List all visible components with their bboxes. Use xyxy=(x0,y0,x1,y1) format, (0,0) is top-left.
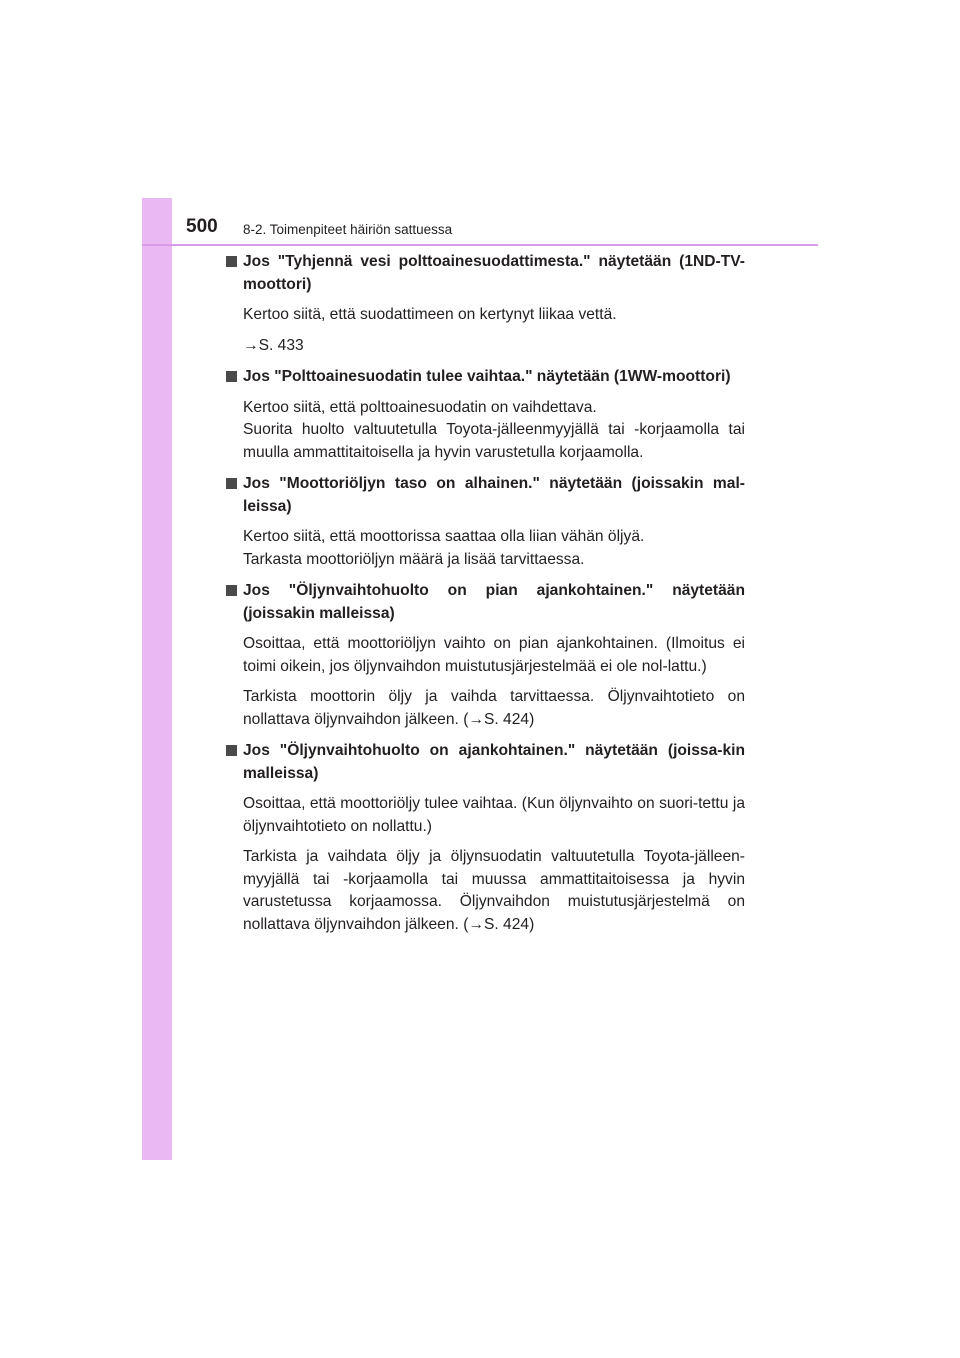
square-bullet-icon xyxy=(226,256,237,267)
manual-content xyxy=(226,251,745,936)
item-description: Osoittaa, että moottoriöljyn vaihto on pian ajankohtainen. (Ilmoitus ei toimi oikein, jos öljynvaihdon muistutusjärjestelmää ei ole nol-lattu.) xyxy=(243,635,745,675)
warning-item-oil-change-soon xyxy=(226,580,745,731)
item-instruction: Tarkista moottorin öljy ja vaihda tarvittaessa. Öljynvaihtotieto on nollattava öljynvaihdon jälkeen. (→S. 424) xyxy=(243,688,745,728)
item-heading: Jos "Polttoainesuodatin tulee vaihtaa." näytetään (1WW-moottori) xyxy=(243,368,731,385)
item-instruction: Tarkasta moottoriöljyn määrä ja lisää tarvittaessa. xyxy=(243,550,585,568)
header-divider xyxy=(142,244,818,246)
page-reference: →S. 433 xyxy=(243,336,304,354)
square-bullet-icon xyxy=(226,585,237,596)
warning-item-oil-change-due xyxy=(226,740,745,936)
square-bullet-icon xyxy=(226,745,237,756)
item-heading: Jos "Öljynvaihtohuolto on pian ajankohtainen." näytetään (joissakin malleissa) xyxy=(243,582,745,622)
square-bullet-icon xyxy=(226,371,237,382)
item-description: Kertoo siitä, että polttoainesuodatin on vaihdettava. xyxy=(243,398,597,416)
warning-item-low-oil-level xyxy=(226,473,745,571)
warning-item-replace-fuel-filter xyxy=(226,366,745,464)
item-instruction: Suorita huolto valtuutetulla Toyota-jälleenmyyjällä tai -korjaamolla tai muulla ammattitaitoisella ja hyvin varustetulla korjaamolla. xyxy=(243,421,745,461)
item-description: Kertoo siitä, että moottorissa saattaa olla liian vähän öljyä. xyxy=(243,528,645,545)
item-heading: Jos "Tyhjennä vesi polttoainesuodattimesta." näytetään (1ND-TV-moottori) xyxy=(243,253,745,293)
chapter-side-tab xyxy=(142,198,172,1160)
section-title: 8-2. Toimenpiteet häiriön sattuessa xyxy=(243,222,453,237)
item-heading: Jos "Moottoriöljyn taso on alhainen." näytetään (joissakin mal-leissa) xyxy=(243,475,745,515)
square-bullet-icon xyxy=(226,478,237,489)
warning-item-water-in-fuel-filter xyxy=(226,251,745,357)
page-number: 500 xyxy=(186,216,218,237)
item-description: Osoittaa, että moottoriöljy tulee vaihtaa. (Kun öljynvaihto on suori-tettu ja öljynvaihtotieto on nollattu.) xyxy=(243,795,745,835)
item-description: Kertoo siitä, että suodattimeen on kertynyt liikaa vettä. xyxy=(243,306,617,323)
item-heading: Jos "Öljynvaihtohuolto on ajankohtainen." näytetään (joissa-kin malleissa) xyxy=(243,742,745,782)
item-instruction: Tarkista ja vaihdata öljy ja öljynsuodatin valtuutetulla Toyota-jälleen-myyjällä tai -korjaamolla tai muussa ammattitaitoisessa ja hyvin varustetussa korjaamossa. Öljynvaihdon muistutusjärjestelmä on nollattava öljynvaihdon jälkeen. (→S. 424) xyxy=(243,848,745,933)
